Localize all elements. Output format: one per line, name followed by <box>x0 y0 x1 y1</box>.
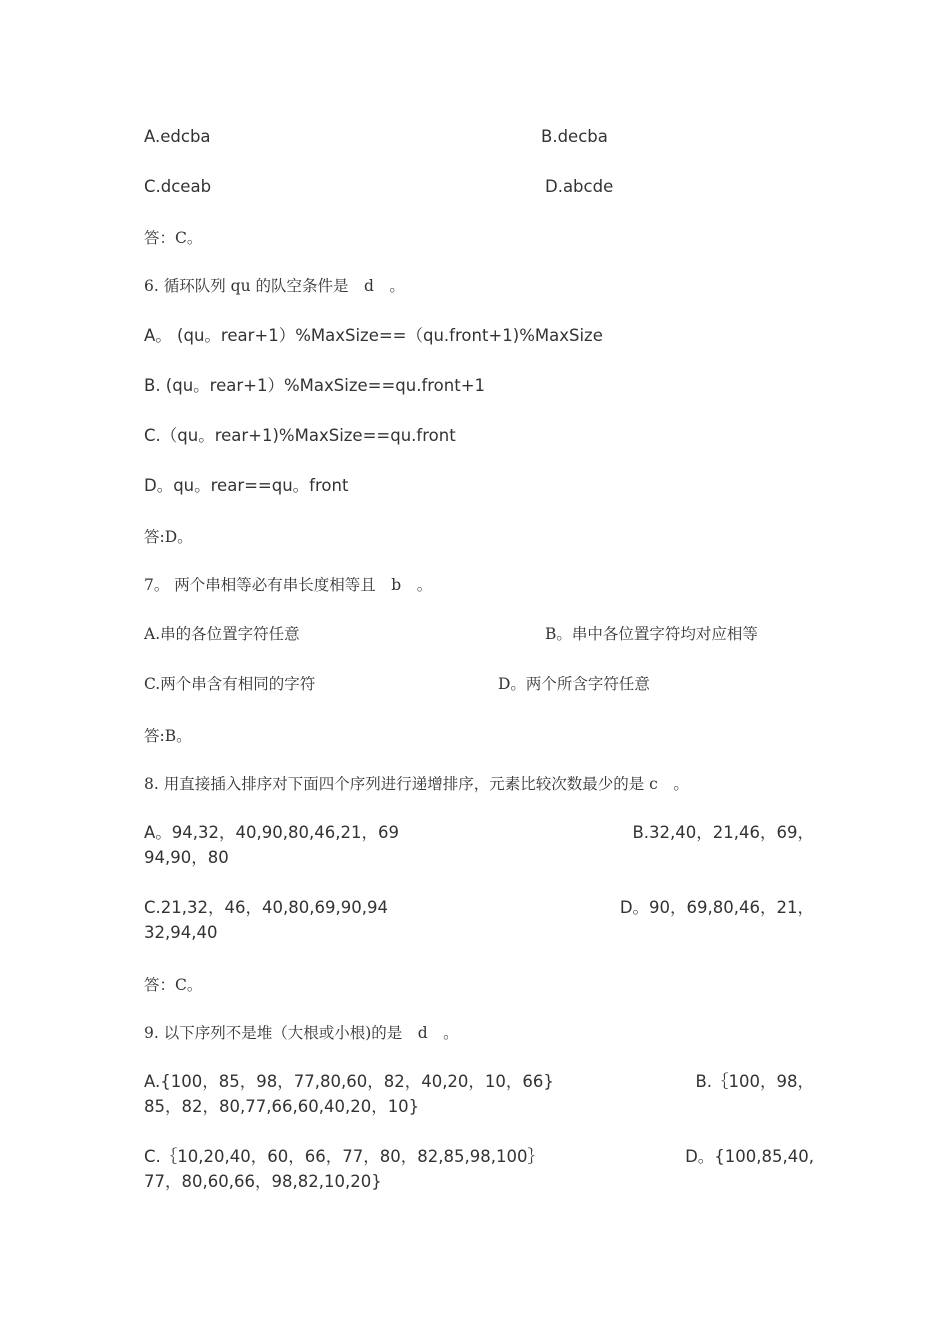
q8-option-b-continued: 94,90，80 <box>144 848 229 867</box>
q8-option-a: A。94,32，40,90,80,46,21，69 <box>144 823 399 842</box>
q7-option-d: D。两个所含字符任意 <box>498 675 650 693</box>
q8-options-ab <box>144 820 814 870</box>
q9-option-d: D。{100,85,40, <box>685 1147 814 1166</box>
q7-option-b: B。串中各位置字符均对应相等 <box>545 625 758 643</box>
q8-option-d-continued: 32,94,40 <box>144 923 218 942</box>
q5-option-c: C.dceab <box>144 177 212 196</box>
q7-answer: 答:B。 <box>144 727 192 745</box>
q5-option-a: A.edcba <box>144 127 211 146</box>
q6-option-b: B. (qu。rear+1）%MaxSize==qu.front+1 <box>144 376 486 395</box>
q8-option-c: C.21,32，46，40,80,69,90,94 <box>144 898 388 917</box>
q8-option-d: D。90，69,80,46，21， <box>619 898 814 917</box>
q6-question: 6. 循环队列 qu 的队空条件是 d 。 <box>144 277 405 295</box>
q6-option-a: A。 (qu。rear+1）%MaxSize==（qu.front+1)%MaxSize <box>144 326 603 345</box>
q9-options-cd <box>144 1144 814 1194</box>
q7-option-a: A.串的各位置字符任意 <box>144 625 300 643</box>
q8-option-b: B.32,40，21,46，69， <box>632 823 814 842</box>
q6-option-d: D。qu。rear==qu。front <box>144 476 349 495</box>
q9-question: 9. 以下序列不是堆（大根或小根)的是 d 。 <box>144 1024 459 1042</box>
q6-option-c: C.（qu。rear+1)%MaxSize==qu.front <box>144 426 456 445</box>
q9-option-b-continued: 85，82，80,77,66,60,40,20，10} <box>144 1097 420 1116</box>
q8-question: 8. 用直接插入排序对下面四个序列进行递增排序，元素比较次数最少的是 c 。 <box>144 775 689 793</box>
q6-answer: 答:D。 <box>144 528 193 546</box>
q9-option-b: B.｛100，98， <box>695 1072 814 1091</box>
q8-options-cd <box>144 895 814 945</box>
q7-question: 7。 两个串相等必有串长度相等且 b 。 <box>144 576 433 594</box>
q5-option-d: D.abcde <box>545 177 614 196</box>
q8-answer: 答：C。 <box>144 976 203 994</box>
q7-option-c: C.两个串含有相同的字符 <box>144 675 316 693</box>
q9-option-c: C.｛10,20,40，60，66，77，80，82,85,98,100｝ <box>144 1147 544 1166</box>
q9-option-a: A.{100，85，98，77,80,60，82，40,20，10，66} <box>144 1072 554 1091</box>
q9-options-ab <box>144 1069 814 1119</box>
q5-answer: 答：C。 <box>144 229 203 247</box>
q9-option-d-continued: 77，80,60,66，98,82,10,20} <box>144 1172 382 1191</box>
q5-option-b: B.decba <box>541 127 608 146</box>
